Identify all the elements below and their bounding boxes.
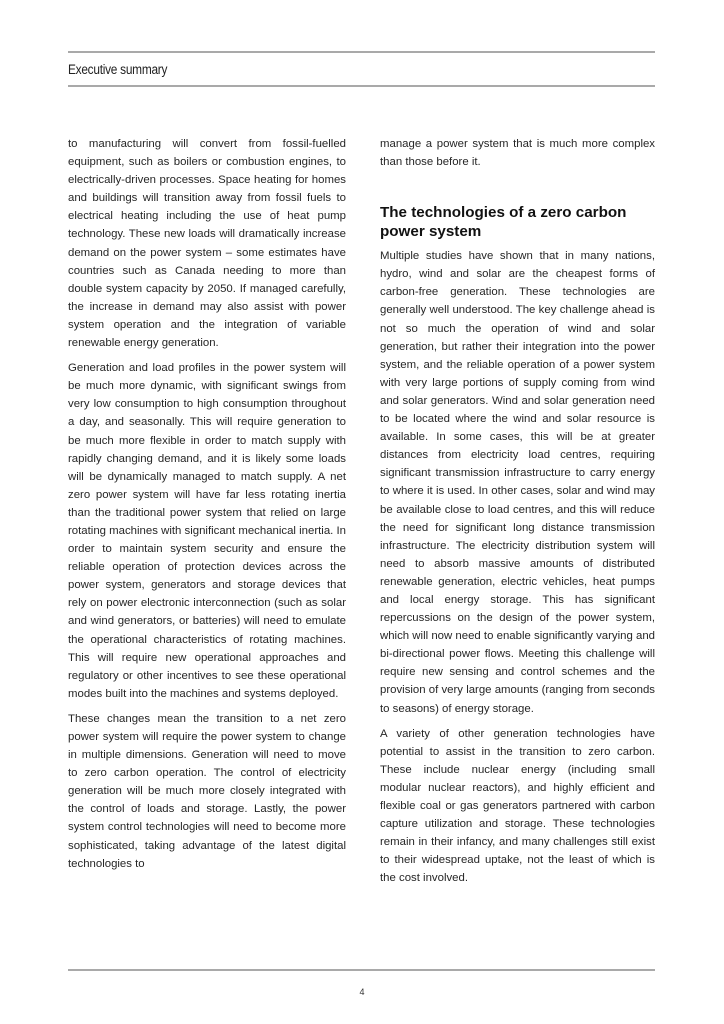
body-paragraph: These changes mean the transition to a net zero power system will require the power system to change in multiple dimensions. Generation will need to move to zero carbon operation. The control of electricity generation will be much more closely integrated with the control of loads and storage. Lastly, the power system control technologies will need to become more sophisticated, taking advantage of the latest digital technologies to xyxy=(68,712,346,870)
header-top-rule xyxy=(68,51,655,53)
running-header-title: Executive summary xyxy=(68,62,168,77)
body-paragraph: Generation and load profiles in the power system will be much more dynamic, with significant swings from very low consumption to high consumption throughout a day, and seasonally. This will require generation to be much more flexible in order to match supply with rapidly changing demand, and it is likely some loads will be dynamically managed to match supply. A net zero power system will have far less rotating inertia than the traditional power system that relied on large rotating machines with significant mechanical inertia. In order to maintain system security and ensure the reliable operation of protection devices across the power system, generators and storage devices that rely on power electronic interconnection (such as solar and wind generators, or batteries) will need to emulate the operational characteristics of rotating machines. This will require new operational approaches and regulatory or other incentives to see these operational modes built into the machines and systems deployed. xyxy=(68,362,346,700)
footer-rule xyxy=(68,969,655,971)
left-text-column xyxy=(68,135,346,880)
body-paragraph: A variety of other generation technologies have potential to assist in the transition to zero carbon. These include nuclear energy (including small modular nuclear reactors), and highly efficient and flexible coal or gas generators partnered with carbon capture utilization and storage. These technologies remain in their infancy, and many challenges still exist to their widespread uptake, not the least of which is the cost involved. xyxy=(380,727,655,885)
section-heading: The technologies of a zero carbon power system xyxy=(380,204,627,241)
right-text-column xyxy=(380,135,655,894)
body-paragraph: to manufacturing will convert from fossil-fuelled equipment, such as boilers or combustion engines, to electrically-driven processes. Space heating for homes and buildings will transition away from fossil fuels to electrical heating including the use of heat pump technology. These new loads will dramatically increase demand on the power system – some estimates have countries such as Canada needing to more than double system capacity by 2050. If managed carefully, the increase in demand may also assist with power system operation and the integration of variable renewable energy generation. xyxy=(68,138,346,350)
body-paragraph: Multiple studies have shown that in many nations, hydro, wind and solar are the cheapest forms of carbon-free generation. These technologies are generally well understood. The key challenge ahead is not so much the operation of wind and solar generation, but rather their integration into the power system, and the reliable operation of a power system with very large portions of supply coming from wind and solar generators. Wind and solar generation need to be located where the wind and solar resource is available. In some cases, this will be at greater distances from electricity load centres, requiring significant transmission infrastructure to carry energy to where it is used. In other cases, solar and wind may be available close to load centres, and this will reduce the need for significant long distance transmission infrastructure. The electricity distribution system will need to absorb massive amounts of distributed renewable generation, electric vehicles, heat pumps and local energy storage. This has significant repercussions on the design of the power system, which will now need to enable significantly varying and bi-directional power flows. Meeting this challenge will require new sensing and control schemes and the provision of very large amounts (ranging from seconds to seasons) of energy storage. xyxy=(380,250,655,715)
body-paragraph: manage a power system that is much more complex than those before it. xyxy=(380,138,655,169)
header-bottom-rule xyxy=(68,85,655,87)
page-number: 4 xyxy=(359,987,365,997)
